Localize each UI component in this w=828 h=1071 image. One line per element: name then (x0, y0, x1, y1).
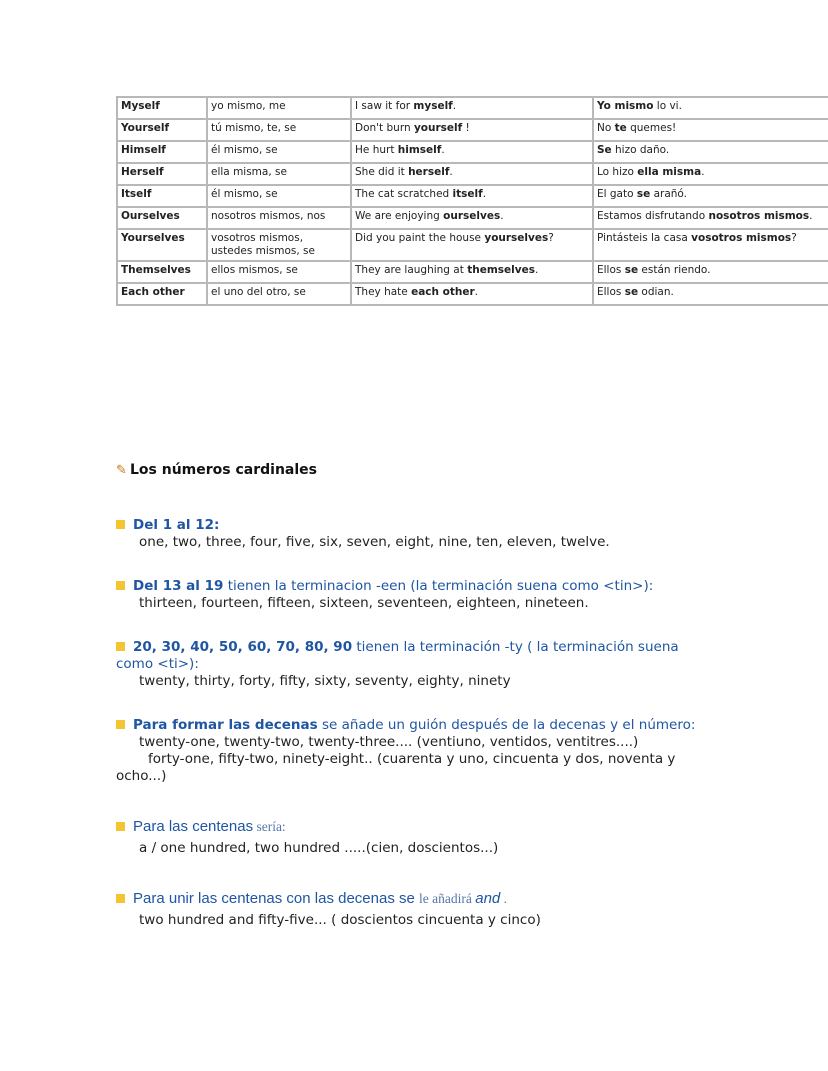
table-row (117, 97, 828, 119)
bullet-icon (116, 720, 125, 729)
text: . (500, 210, 504, 222)
spanish-cell: ella misma, se (207, 163, 351, 185)
table-row (117, 185, 828, 207)
bold-text: Se (597, 144, 612, 156)
section-title: Para unir las centenas con las decenas (133, 890, 395, 907)
section-decenas (116, 717, 716, 785)
text: Lo hizo (597, 166, 638, 178)
example-cell (351, 283, 593, 305)
translation-cell (593, 207, 828, 229)
spanish-cell: ellos mismos, se (207, 261, 351, 283)
text: hizo daño. (611, 144, 670, 156)
section-desc-2: le añadirá (419, 891, 476, 906)
translation-cell (593, 163, 828, 185)
text: . (474, 286, 479, 298)
text: . (449, 166, 453, 178)
text: Don't burn (355, 122, 414, 134)
bold-text: se (624, 264, 639, 276)
section-example: twenty, thirty, forty, fifty, sixty, seventy, eighty, ninety (139, 673, 511, 689)
bullet-icon (116, 520, 125, 529)
reflexive-pronouns-table (116, 96, 828, 306)
example-cell (351, 97, 593, 119)
section-tens (116, 639, 716, 690)
bold-text: ella misma (637, 166, 702, 178)
text: están riendo. (638, 264, 711, 276)
section-13-19 (116, 578, 716, 612)
pronoun-cell: Each other (117, 283, 207, 305)
example-cell (351, 261, 593, 283)
bold-text: itself (452, 188, 483, 200)
bold-text: vosotros mismos (691, 232, 792, 244)
pronoun-cell: Themselves (117, 261, 207, 283)
text: lo vi. (653, 100, 682, 112)
text: Ellos (597, 286, 625, 298)
table-row (117, 163, 828, 185)
pronoun-cell: Himself (117, 141, 207, 163)
bold-text: se (636, 188, 651, 200)
section-desc: sería: (253, 819, 286, 834)
section-centenas (116, 818, 716, 857)
example-cell (351, 163, 593, 185)
table-row (117, 141, 828, 163)
table-row (117, 283, 828, 305)
section-title: Del 1 al 12: (133, 517, 220, 533)
section-example-2: forty-one, fifty-two, ninety-eight.. (cuarenta y uno, cincuenta y dos, noventa y ocho...) (116, 751, 676, 784)
table-row (117, 119, 828, 141)
text: odian. (638, 286, 674, 298)
pronoun-cell: Myself (117, 97, 207, 119)
text: . (701, 166, 705, 178)
pronoun-cell: Itself (117, 185, 207, 207)
section-title: Para formar las decenas (133, 717, 318, 733)
text: We are enjoying (355, 210, 444, 222)
table-row (117, 207, 828, 229)
text: He hurt (355, 144, 398, 156)
section-example: thirteen, fourteen, fifteen, sixteen, seventeen, eighteen, nineteen. (139, 595, 589, 611)
bold-text: myself (413, 100, 453, 112)
section-unir (116, 890, 716, 929)
text: El gato (597, 188, 637, 200)
bullet-icon (116, 822, 125, 831)
pronoun-cell: Yourself (117, 119, 207, 141)
section-example: twenty-one, twenty-two, twenty-three.... (ventiuno, ventidos, ventitres....) (139, 734, 639, 750)
spanish-cell: vosotros mismos, ustedes mismos, se (207, 229, 351, 261)
text: . (441, 144, 445, 156)
translation-cell (593, 185, 828, 207)
example-cell (351, 141, 593, 163)
spanish-cell: él mismo, se (207, 185, 351, 207)
section-italic: and (475, 890, 501, 907)
section-desc: se (394, 890, 420, 907)
table-row (117, 229, 828, 261)
spanish-cell: el uno del otro, se (207, 283, 351, 305)
text: The cat scratched (355, 188, 453, 200)
example-cell (351, 119, 593, 141)
translation-cell (593, 119, 828, 141)
bold-text: themselves (467, 264, 535, 276)
translation-cell (593, 261, 828, 283)
bold-text: Yo mismo (597, 100, 654, 112)
text: ? (548, 232, 554, 244)
text: ? (791, 232, 797, 244)
text: No (597, 122, 615, 134)
bullet-icon (116, 894, 125, 903)
section-desc: se añade un guión después de la decenas y el número: (317, 717, 696, 733)
section-example: one, two, three, four, five, six, seven, eight, nine, ten, eleven, twelve. (139, 534, 610, 550)
spanish-cell: yo mismo, me (207, 97, 351, 119)
section-example: two hundred and fifty-five... ( doscientos cincuenta y cinco) (139, 912, 541, 928)
text: quemes! (626, 122, 677, 134)
section-title: Para las centenas (133, 818, 254, 835)
bullet-icon (116, 581, 125, 590)
text: ! (462, 122, 470, 134)
text: Pintásteis la casa (597, 232, 692, 244)
section-desc: tienen la terminación -ty ( la terminación suena como <ti>): (116, 639, 679, 672)
spanish-cell: él mismo, se (207, 141, 351, 163)
text: Ellos (597, 264, 625, 276)
pronoun-cell: Yourselves (117, 229, 207, 261)
translation-cell (593, 229, 828, 261)
example-cell (351, 207, 593, 229)
text: . (534, 264, 539, 276)
translation-cell (593, 97, 828, 119)
bold-text: himself (397, 144, 442, 156)
bold-text: herself (408, 166, 450, 178)
bold-text: nosotros mismos (708, 210, 810, 222)
text: She did it (355, 166, 409, 178)
section-desc: tienen la terminacion -een (la terminación suena como <tin>): (223, 578, 654, 594)
heading-text: Los números cardinales (130, 462, 318, 478)
spanish-cell: nosotros mismos, nos (207, 207, 351, 229)
pronoun-cell: Herself (117, 163, 207, 185)
bold-text: se (624, 286, 639, 298)
bold-text: yourselves (484, 232, 549, 244)
text: I saw it for (355, 100, 414, 112)
pronoun-cell: Ourselves (117, 207, 207, 229)
translation-cell (593, 283, 828, 305)
bold-text: ourselves (443, 210, 501, 222)
text: Did you paint the house (355, 232, 485, 244)
section-heading (116, 462, 317, 478)
section-1-12 (116, 517, 716, 551)
section-title: Del 13 al 19 (133, 578, 224, 594)
section-example: a / one hundred, two hundred .....(cien, doscientos...) (139, 840, 499, 856)
pencil-icon: ✎ (116, 463, 127, 478)
translation-cell (593, 141, 828, 163)
bold-text: each other (411, 286, 475, 298)
text: . (452, 100, 457, 112)
text: Estamos disfrutando (597, 210, 709, 222)
section-desc-3: . (500, 891, 508, 906)
table-row (117, 261, 828, 283)
text: They hate (355, 286, 412, 298)
text: . (482, 188, 487, 200)
bold-text: te (614, 122, 627, 134)
text: arañó. (650, 188, 688, 200)
text: They are laughing at (355, 264, 468, 276)
bullet-icon (116, 642, 125, 651)
bold-text: yourself (413, 122, 463, 134)
text: . (809, 210, 813, 222)
example-cell (351, 229, 593, 261)
spanish-cell: tú mismo, te, se (207, 119, 351, 141)
example-cell (351, 185, 593, 207)
section-title: 20, 30, 40, 50, 60, 70, 80, 90 (133, 639, 353, 655)
